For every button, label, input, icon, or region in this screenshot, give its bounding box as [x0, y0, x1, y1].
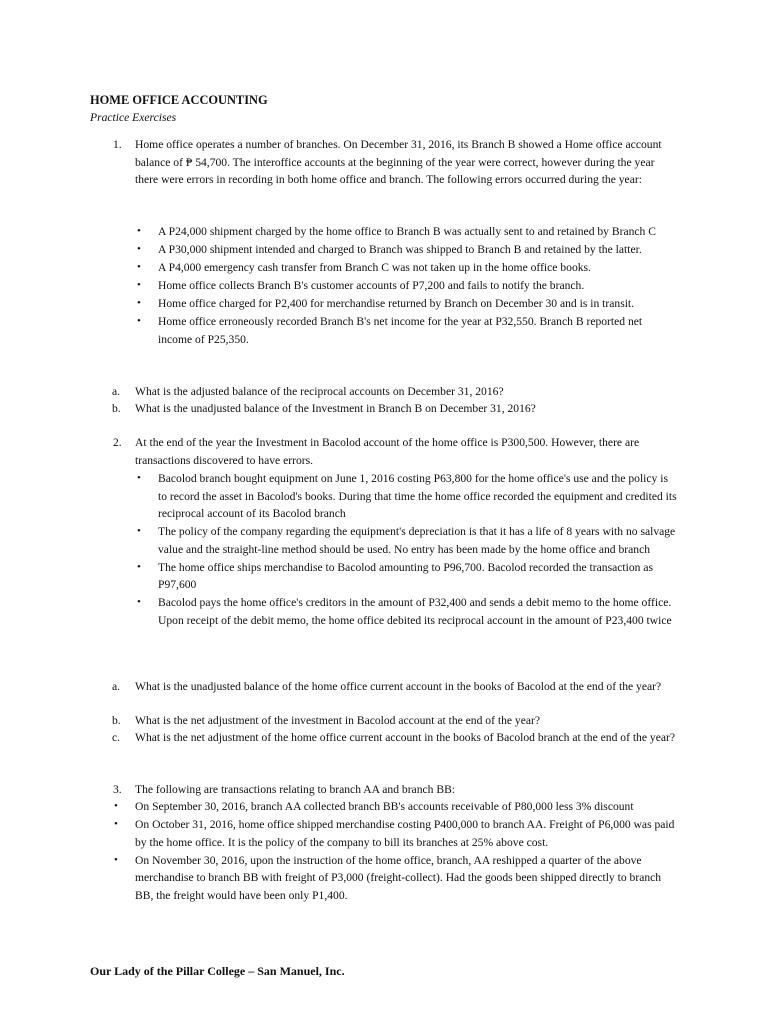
page-footer: Our Lady of the Pillar College – San Manuel, Inc. — [90, 964, 345, 978]
q1-bullet-list — [137, 223, 678, 349]
bullet-icon: • — [137, 225, 141, 237]
question-3 — [113, 781, 675, 799]
list-item: • Home office erroneously recorded Branch B's net income for the year at P32,550. Branch B reported net income of P25,350. — [137, 315, 643, 346]
bullet-icon: • — [114, 800, 118, 812]
list-item: • The home office ships merchandise to Bacolod amounting to P96,700. Bacolod recorded the transaction as P97,600 — [137, 560, 653, 591]
list-item: • A P30,000 shipment intended and charged to Branch was shipped to Branch B and retained by the latter. — [158, 241, 678, 259]
list-item: • Bacolod pays the home office's creditors in the amount of P32,400 and sends a debit memo to the home office. Upon receipt of the debit memo, the home office debited its reciprocal account in the amount of P23,400 twice — [137, 596, 672, 627]
bullet-icon: • — [137, 472, 141, 484]
q3-bullet-list — [114, 798, 680, 905]
question-text: At the end of the year the Investment in Bacolod account of the home office is P300,500. However, there are transactions discovered to have errors. — [135, 436, 640, 467]
bullet-icon: • — [137, 596, 141, 608]
bullet-icon: • — [137, 261, 141, 273]
bullet-icon: • — [137, 315, 141, 327]
bullet-icon: • — [137, 525, 141, 537]
question-number: 2. — [113, 436, 122, 449]
list-item: • On October 31, 2016, home office shipped merchandise costing P400,000 to branch AA. Freight of P6,000 was paid by the home office. It is the policy of the company to bill its branches at 25% above cost. — [114, 818, 675, 849]
bullet-icon: • — [137, 560, 141, 573]
bullet-icon: • — [137, 279, 141, 291]
list-item: • Home office charged for P2,400 for merchandise returned by Branch on December 30 and is in transit. — [158, 295, 678, 313]
list-item: • A P4,000 emergency cash transfer from Branch C was not taken up in the home office books. — [158, 259, 678, 277]
list-item: • A P24,000 shipment charged by the home office to Branch B was actually sent to and retained by Branch C — [158, 223, 678, 241]
list-item: • Home office collects Branch B's customer accounts of P7,200 and fails to notify the branch. — [158, 277, 678, 295]
q2-sub-question-b: b. What is the net adjustment of the investment in Bacolod account at the end of the year? — [112, 714, 541, 727]
bullet-icon: • — [137, 243, 141, 255]
document-title: HOME OFFICE ACCOUNTING — [90, 93, 268, 107]
question-number: 1. — [113, 138, 122, 151]
question-number: 3. — [113, 783, 122, 796]
bullet-icon: • — [114, 818, 118, 830]
question-text: Home office operates a number of branches. On December 31, 2016, its Branch B showed a Home office account balance of ₱ 54,700. The interoffice accounts at the beginning of the year were correct, however during the year there were errors in recording in both home office and branch. The following errors occurred during the year: — [135, 138, 662, 186]
question-text: The following are transactions relating to branch AA and branch BB: — [135, 783, 456, 796]
list-item: • On September 30, 2016, branch AA collected branch BB's accounts receivable of P80,000 less 3% discount — [135, 798, 680, 816]
q2-sub-question-a: a. What is the unadjusted balance of the home office current account in the books of Bacolod at the end of the year? — [112, 680, 662, 693]
document-subtitle: Practice Exercises — [90, 111, 177, 124]
q1-sub-question-b: b. What is the unadjusted balance of the Investment in Branch B on December 31, 2016? — [112, 402, 536, 415]
list-item: • The policy of the company regarding the equipment's depreciation is that it has a life of 8 years with no salvage value and the straight-line method should be used. No entry has been made by the home office and branch — [137, 525, 676, 556]
question-1 — [113, 136, 675, 189]
q1-sub-question-a: a. What is the adjusted balance of the reciprocal accounts on December 31, 2016? — [112, 385, 504, 398]
list-item: • Bacolod branch bought equipment on June 1, 2016 costing P63,800 for the home office's use and the policy is to record the asset in Bacolod's books. During that time the home office recorded the equipment and credited its reciprocal account of its Bacolod branch — [137, 472, 677, 520]
q2-bullet-list — [137, 470, 678, 630]
bullet-icon: • — [137, 297, 141, 309]
bullet-icon: • — [114, 853, 118, 866]
list-item: • On November 30, 2016, upon the instruction of the home office, branch, AA reshipped a quarter of the above merchandise to branch BB with freight of P3,000 (freight-collect). Had the goods been shipped directly to branch BB, the freight would have been only P1,400. — [114, 853, 662, 902]
q2-sub-question-c: c. What is the net adjustment of the home office current account in the books of Bacolod branch at the end of the year? — [112, 731, 675, 744]
question-2 — [113, 434, 675, 469]
